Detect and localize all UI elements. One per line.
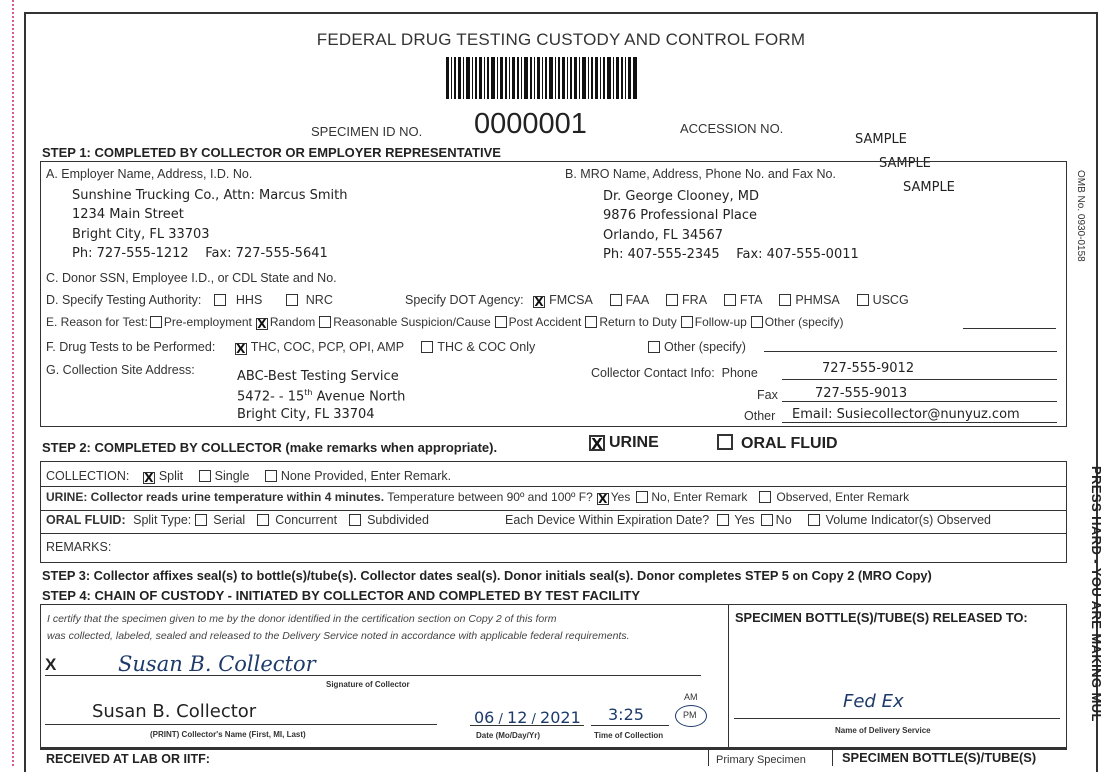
hhs-label: HHS (235, 293, 263, 307)
temp-no-checkbox[interactable] (636, 491, 648, 503)
watermark-sample: SAMPLE (855, 132, 907, 147)
signature-x-mark: X (45, 655, 57, 674)
press-hard-notice: PRESS HARD - YOU ARE MAKING MUL (1089, 466, 1104, 722)
bottle-footer-label: SPECIMEN BOTTLE(S)/TUBE(S) (842, 750, 1037, 765)
single-checkbox[interactable] (199, 470, 211, 482)
employer-line: 1234 Main Street (72, 207, 184, 222)
fta-label: FTA (739, 293, 762, 307)
oral-fluid-label: ORAL FLUID (741, 435, 838, 452)
reason-option: Follow-up (694, 315, 747, 329)
site-line: ABC-Best Testing Service (237, 369, 399, 384)
delivery-caption: Name of Delivery Service (835, 726, 931, 735)
serial-label: Serial (213, 513, 246, 527)
other-tests-checkbox[interactable] (648, 341, 660, 353)
date-month: 06 (474, 708, 495, 727)
collection-date[interactable]: 06 / 12 / 2021 (474, 708, 581, 727)
step4-heading: STEP 4: CHAIN OF CUSTODY - INITIATED BY COLLECTOR AND COMPLETED BY TEST FACILITY (42, 588, 641, 603)
date-year: 2021 (540, 708, 581, 727)
nrc-label: NRC (305, 293, 333, 307)
mro-label: B. MRO Name, Address, Phone No. and Fax No. (565, 167, 836, 181)
fmcsa-label: FMCSA (549, 293, 593, 307)
expiration-yes-label: Yes (734, 513, 755, 527)
site-line: Bright City, FL 33704 (237, 407, 375, 422)
fax-value[interactable]: 727-555-9013 (815, 386, 908, 401)
omb-number: OMB No. 0930-0158 (1075, 170, 1086, 262)
other-contact-label: Other (744, 409, 776, 423)
delivery-service-value[interactable]: Fed Ex (843, 691, 904, 712)
contact-info-label: Collector Contact Info: (591, 366, 715, 380)
reason-label: E. Reason for Test: (46, 315, 148, 329)
urine-temp-instruction: URINE: Collector reads urine temperature within 4 minutes. (46, 490, 385, 504)
other-tests-line[interactable] (764, 351, 1057, 352)
reason-option: Post Accident (508, 315, 582, 329)
dot-agency-label: Specify DOT Agency: (405, 293, 524, 307)
urine-option (589, 434, 659, 452)
authority-row (46, 293, 333, 307)
mro-line: 9876 Professional Place (603, 208, 758, 223)
collector-signature[interactable]: Susan B. Collector (118, 652, 316, 676)
divider (728, 604, 729, 748)
site-label: G. Collection Site Address: (46, 363, 195, 377)
mro-line: Orlando, FL 34567 (603, 228, 724, 243)
uscg-checkbox[interactable] (857, 294, 869, 306)
fax-line[interactable] (782, 401, 1057, 402)
temp-yes-label: Yes (610, 490, 631, 504)
date-day: 12 (507, 708, 528, 727)
urine-checkbox[interactable]: X (589, 435, 605, 451)
volume-indicator-checkbox[interactable] (808, 514, 820, 526)
employer-line: Bright City, FL 33703 (72, 227, 210, 242)
temp-yes-checkbox[interactable]: X (598, 492, 608, 506)
oral-fluid-option (717, 434, 838, 453)
reason-option: Random (269, 315, 316, 329)
specimen-id-label: SPECIMEN ID NO. (311, 124, 423, 139)
expiration-row (505, 513, 991, 527)
concurrent-checkbox[interactable] (257, 514, 269, 526)
five-panel-checkbox[interactable]: X (236, 342, 246, 356)
uscg-label: USCG (872, 293, 909, 307)
oral-fluid-row (46, 513, 429, 527)
split-type-label: Split Type: (133, 513, 192, 527)
am-label[interactable]: AM (684, 692, 698, 702)
reason-option: Return to Duty (599, 315, 677, 329)
certification-text (47, 611, 727, 645)
return-to-duty-checkbox[interactable] (585, 316, 597, 328)
nrc-checkbox[interactable] (286, 294, 298, 306)
watermark-sample: SAMPLE (903, 180, 955, 195)
reason-option: Reasonable Suspicion/Cause (333, 315, 491, 329)
post-accident-checkbox[interactable] (495, 316, 507, 328)
page-margin-line (12, 0, 14, 766)
authority-label: D. Specify Testing Authority: (46, 293, 202, 307)
collection-time[interactable]: 3:25 (608, 705, 644, 724)
fmcsa-checkbox[interactable]: X (534, 295, 544, 309)
date-caption: Date (Mo/Day/Yr) (476, 731, 541, 740)
phone-label: Phone (721, 366, 758, 380)
signature-caption: Signature of Collector (326, 680, 410, 689)
certification-line: I certify that the specimen given to me by the donor identified in the certification section on Copy 2 of this form (47, 613, 557, 625)
other-contact-value[interactable]: Email: Susiecollector@nunyuz.com (792, 407, 1020, 422)
divider (708, 748, 709, 766)
mro-line: Dr. George Clooney, MD (603, 189, 759, 204)
pre-employment-checkbox[interactable] (150, 316, 162, 328)
single-label: Single (214, 469, 250, 483)
employer-label: A. Employer Name, Address, I.D. No. (46, 167, 253, 181)
thc-coc-checkbox[interactable] (421, 341, 433, 353)
concurrent-label: Concurrent (275, 513, 338, 527)
other-contact-line[interactable] (782, 422, 1057, 423)
collection-row (46, 469, 451, 484)
urine-temp-question: Temperature between 90º and 100º F? (387, 490, 593, 504)
temp-no-label: No, Enter Remark (651, 490, 748, 504)
printed-name-caption: (PRINT) Collector's Name (First, MI, Last) (150, 730, 306, 739)
time-line (591, 725, 669, 726)
mro-line: Ph: 407-555-2345 Fax: 407-555-0011 (603, 247, 859, 262)
other-reason-line[interactable] (963, 328, 1056, 329)
step1-heading: STEP 1: COMPLETED BY COLLECTOR OR EMPLOYER REPRESENTATIVE (42, 145, 501, 160)
barcode (446, 57, 637, 99)
expiration-question: Each Device Within Expiration Date? (505, 513, 710, 527)
released-to-label: SPECIMEN BOTTLE(S)/TUBE(S) RELEASED TO: (735, 610, 1028, 625)
oral-fluid-checkbox[interactable] (717, 434, 733, 450)
split-label: Split (158, 469, 184, 483)
donor-label: C. Donor SSN, Employee I.D., or CDL State and No. (46, 271, 337, 285)
site-line (237, 388, 405, 404)
subdivided-label: Subdivided (367, 513, 429, 527)
site-street-number: 5472- - 15 (237, 389, 305, 405)
delivery-line (734, 718, 1060, 719)
tests-row (46, 340, 535, 355)
contact-label (591, 366, 758, 380)
fra-checkbox[interactable] (666, 294, 678, 306)
urine-temp-row (46, 490, 909, 505)
tests-option: THC, COC, PCP, OPI, AMP (250, 340, 404, 354)
printed-name-line (45, 724, 437, 725)
tests-other (648, 340, 746, 354)
phone-value[interactable]: 727-555-9012 (822, 361, 915, 376)
tests-label: F. Drug Tests to be Performed: (46, 340, 216, 354)
date-line (470, 725, 584, 726)
urine-label: URINE (609, 434, 659, 451)
observed-checkbox[interactable] (759, 491, 771, 503)
specimen-id: 0000001 (474, 108, 587, 140)
step3-heading: STEP 3: Collector affixes seal(s) to bottle(s)/tube(s). Collector dates seal(s). Donor initials seal(s). Donor completes STEP 5 on Copy 2 (MRO Copy) (42, 568, 932, 583)
other-reason-checkbox[interactable] (751, 316, 763, 328)
site-street-suffix: th (304, 388, 313, 397)
faa-label: FAA (625, 293, 649, 307)
phmsa-checkbox[interactable] (779, 294, 791, 306)
faa-checkbox[interactable] (610, 294, 622, 306)
reasonable-suspicion-checkbox[interactable] (319, 316, 331, 328)
subdivided-checkbox[interactable] (349, 514, 361, 526)
received-label: RECEIVED AT LAB OR IITF: (46, 752, 210, 766)
hhs-checkbox[interactable] (214, 294, 226, 306)
reason-row (46, 315, 843, 330)
time-caption: Time of Collection (594, 731, 664, 740)
primary-specimen-label: Primary Specimen (716, 754, 806, 766)
collection-label: COLLECTION: (46, 469, 130, 483)
certification-line: was collected, labeled, sealed and released to the Delivery Service noted in accordance with applicable federal requirements. (47, 630, 630, 642)
collector-printed-name[interactable]: Susan B. Collector (92, 701, 257, 722)
none-provided-label: None Provided, Enter Remark. (280, 469, 452, 483)
oral-fluid-heading: ORAL FLUID: (46, 513, 126, 527)
employer-line: Sunshine Trucking Co., Attn: Marcus Smith (72, 188, 348, 203)
fta-checkbox[interactable] (724, 294, 736, 306)
accession-label: ACCESSION NO. (680, 121, 784, 136)
none-provided-checkbox[interactable] (265, 470, 277, 482)
employer-line: Ph: 727-555-1212 Fax: 727-555-5641 (72, 246, 328, 261)
step2-heading: STEP 2: COMPLETED BY COLLECTOR (make remarks when appropriate). (42, 440, 498, 455)
expiration-yes-checkbox[interactable] (717, 514, 729, 526)
follow-up-checkbox[interactable] (681, 316, 693, 328)
tests-option: Other (specify) (664, 340, 746, 354)
phone-line[interactable] (782, 379, 1057, 380)
watermark-sample: SAMPLE (879, 156, 931, 171)
fra-label: FRA (682, 293, 707, 307)
divider (832, 748, 833, 766)
volume-indicator-label: Volume Indicator(s) Observed (825, 513, 992, 527)
split-checkbox[interactable]: X (144, 471, 154, 485)
signature-line (45, 675, 701, 676)
form-title: FEDERAL DRUG TESTING CUSTODY AND CONTROL FORM (316, 30, 806, 49)
random-checkbox[interactable]: X (257, 317, 267, 331)
expiration-no-label: No (775, 513, 792, 527)
fax-label: Fax (757, 388, 778, 402)
phmsa-label: PHMSA (795, 293, 840, 307)
tests-option: THC & COC Only (437, 340, 536, 354)
dot-agency-row (405, 293, 909, 308)
pm-label[interactable]: PM (683, 710, 697, 720)
reason-option: Other (specify) (764, 315, 844, 329)
divider (40, 533, 1067, 534)
divider (40, 510, 1067, 511)
site-street-name: Avenue North (312, 389, 406, 405)
serial-checkbox[interactable] (195, 514, 207, 526)
divider (40, 486, 1067, 487)
observed-label: Observed, Enter Remark (776, 490, 910, 504)
remarks-label[interactable]: REMARKS: (46, 540, 112, 554)
expiration-no-checkbox[interactable] (761, 514, 773, 526)
reason-option: Pre-employment (163, 315, 252, 329)
